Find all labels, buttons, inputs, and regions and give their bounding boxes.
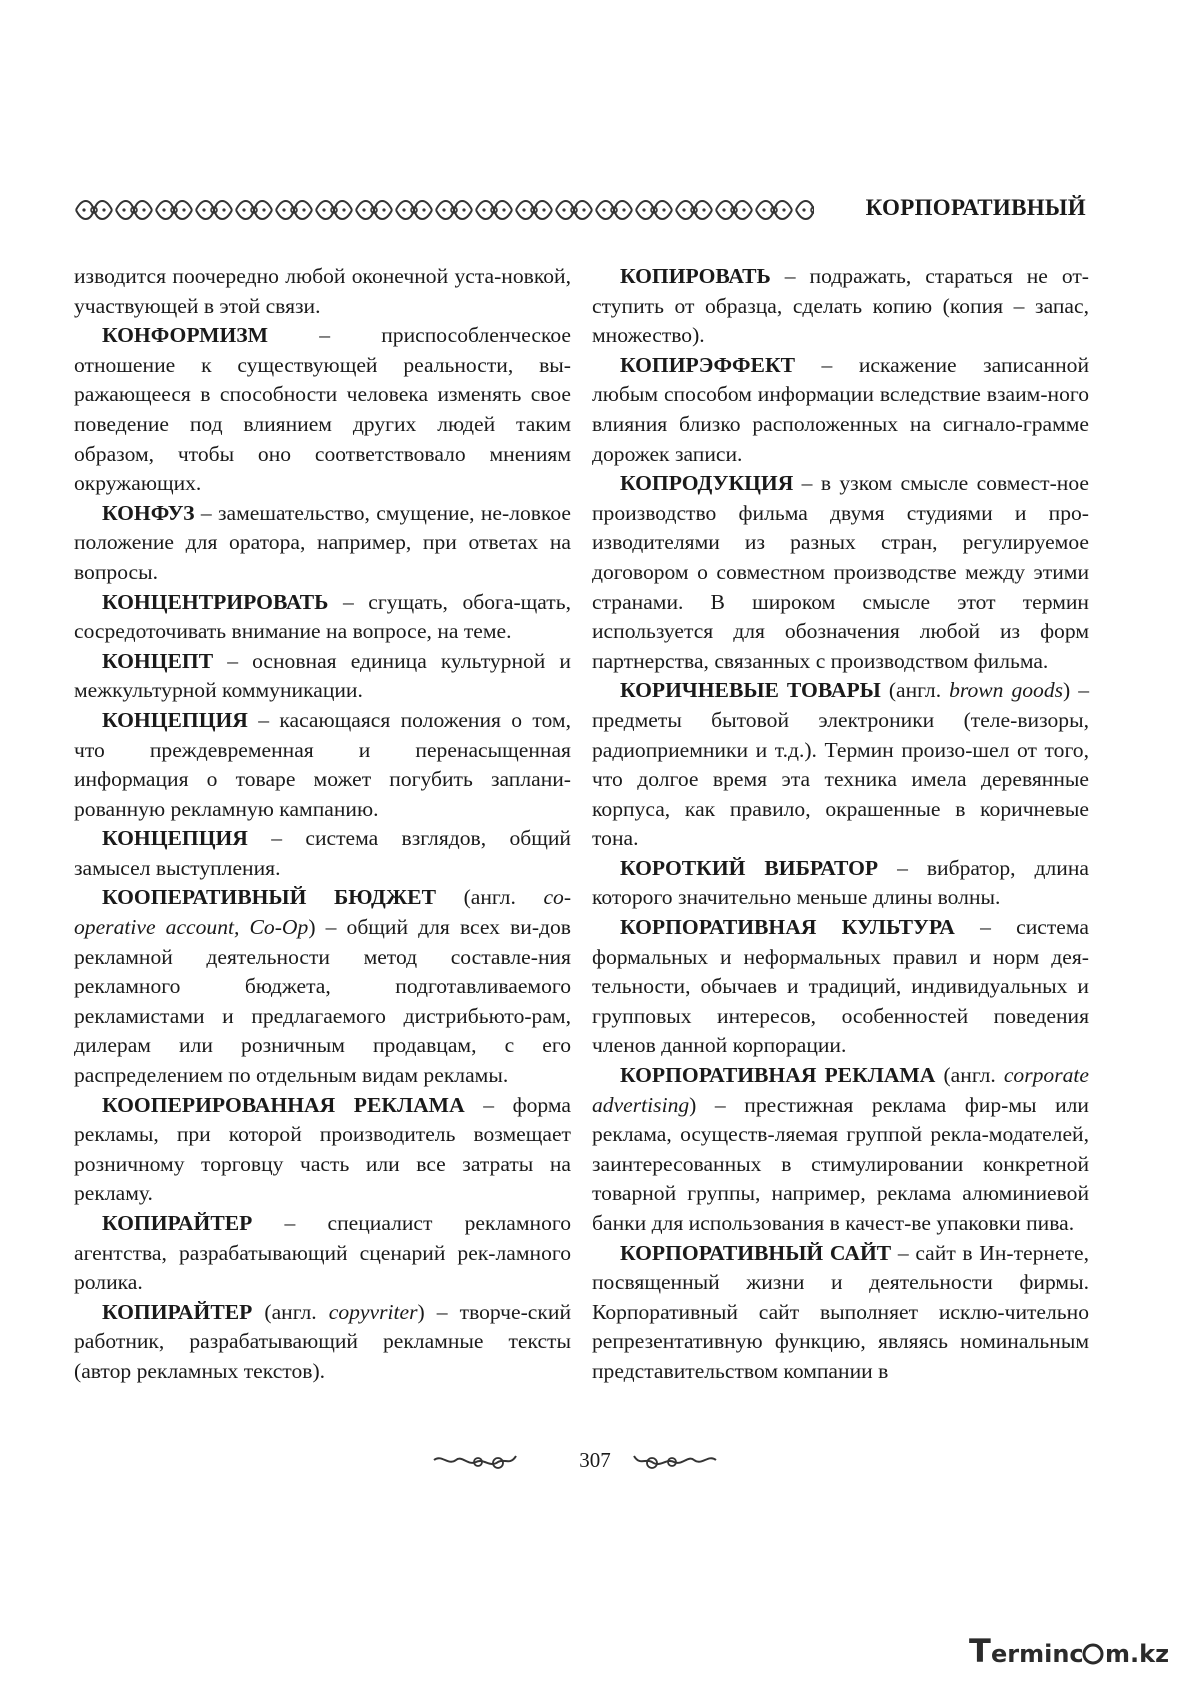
dictionary-entry [74,1298,571,1387]
watermark-logo-icon [965,1628,1175,1672]
entry-english-term: corporate advertising [592,1063,1090,1117]
dictionary-entry [74,706,571,824]
entry-term: КОПРОДУКЦИЯ [620,471,794,496]
ornament-band-icon [74,195,814,225]
dictionary-entry [74,883,571,1090]
entry-term: КОНЦЕПТ [102,648,214,673]
entry-term: КОНЦЕПЦИЯ [102,826,248,851]
svg-text:erminc: erminc [991,1640,1084,1668]
entry-definition: – подражать, стараться не от-ступить от образца, сделать копию (копия – запас, множество). [592,264,1089,348]
entry-note: (англ. [252,1299,329,1324]
dictionary-entry [592,913,1089,1061]
entry-term: КОРПОРАТИВНАЯ КУЛЬТУРА [620,915,955,940]
dictionary-entry [592,262,1089,351]
dictionary-entry [74,1209,571,1298]
page-footer [0,1448,1191,1478]
entry-definition: ) – творче-ский работник, разрабатывающий рекламные тексты (автор рекламных текстов). [74,1299,571,1383]
entry-term: КОНЦЕПЦИЯ [102,707,248,732]
entry-note: (англ. [935,1063,1004,1088]
entry-english-term: copyvriter [328,1299,418,1324]
dictionary-entry [74,588,571,647]
entry-term: КОНФОРМИЗМ [102,323,269,348]
entry-definition: – вибратор, длина которого значительно меньше длины волны. [592,855,1089,910]
entry-english-term: co-operative account, Co-Op [74,885,572,940]
entry-term: КОПИРАЙТЕР [102,1299,253,1324]
entry-definition: ) – предметы бытовой электроники (теле-визоры, радиоприемники и т.д.). Термин произо-шел от того, что долгое время эта техника имела деревянные корпуса, как правило, окрашенные в коричневые тона. [592,678,1090,851]
entry-definition: – искажение записанной любым способом информации вследствие взаим-ного влияния близко расположенных на сигнало-грамме дорожек записи. [592,352,1089,466]
entry-term: КОНФУЗ [102,500,195,525]
entry-definition: – приспособленческое отношение к существующей реальности, вы-ражающееся в способности человека изменять свое поведение под влиянием других людей таким образом, чтобы оно соответствовало мнениям окружающих. [74,323,571,496]
dictionary-entry [592,469,1089,676]
entry-term: КОПИРЭФФЕКТ [620,352,796,377]
dictionary-entry [592,1239,1089,1387]
entry-term: КОРПОРАТИВНАЯ РЕКЛАМА [620,1063,936,1088]
running-head: КОРПОРАТИВНЫЙ [865,195,1086,220]
dictionary-entry [592,676,1089,854]
dictionary-entry [74,824,571,883]
dictionary-entry [592,351,1089,469]
dictionary-entry [74,262,571,321]
entry-term: КОРОТКИЙ ВИБРАТОР [620,855,879,880]
entry-definition: – форма рекламы, при которой производитель возмещает розничному торговцу часть или все затраты на рекламу. [74,1092,571,1206]
svg-text:m.kz: m.kz [1105,1640,1170,1668]
entry-definition: – система формальных и неформальных правил и норм дея-тельности, обычаев и традиций, индивидуальных и групповых интересов, особенностей поведения членов данной корпорации. [592,915,1089,1058]
entry-definition: – основная единица культурной и межкультурной коммуникации. [74,648,571,703]
svg-text:T: T [969,1632,991,1670]
entry-definition: – сайт в Ин-тернете, посвященный жизни и деятельности фирмы. Корпоративный сайт выполняет исклю-чительно репрезентативную функцию, являясь номинальным представительством компании в [592,1240,1089,1383]
left-flourish-icon [432,1452,518,1472]
entry-term: КОРИЧНЕВЫЕ ТОВАРЫ [620,678,881,703]
dictionary-entry [592,1061,1089,1239]
dictionary-entry [592,854,1089,913]
right-flourish-icon [632,1452,718,1472]
entry-term: КООПЕРИРОВАННАЯ РЕКЛАМА [102,1092,465,1117]
right-column [592,262,1089,1387]
entry-definition: – касающаяся положения о том, что преждевременная и перенасыщенная информация о товаре может погубить заплани-рованную рекламную кампанию. [74,707,571,821]
entry-term: КОПИРОВАТЬ [620,264,771,288]
entry-definition: – специалист рекламного агентства, разрабатывающий сценарий рек-ламного ролика. [74,1211,571,1295]
dictionary-entry [74,1091,571,1209]
entry-definition: ) – престижная реклама фир-мы или реклама, осуществ-ляемая группой рекла-модателей, заинтересованных в стимулировании конкретной товарной группы, например, реклама алюминиевой банки для использования в качест-ве упаковки пива. [592,1092,1089,1235]
entry-definition: – замешательство, смущение, не-ловкое положение для оратора, например, при ответах на вопросы. [74,500,571,584]
page-number: 307 [579,1448,611,1472]
entry-definition: – сгущать, обога-щать, сосредоточивать внимание на вопросе, на теме. [74,589,571,644]
dictionary-entry [74,321,571,499]
entry-term: КОРПОРАТИВНЫЙ САЙТ [620,1240,892,1265]
entry-definition: изводится поочередно любой оконечной уста-новкой, участвующей в этой связи. [74,264,571,318]
entry-note: (англ. [880,678,950,703]
entry-term: КОПИРАЙТЕР [102,1211,253,1235]
entry-definition: – в узком смысле совмест-ное производство фильма двумя студиями и про-изводителями из разных стран, регулируемое договором о совместном производстве между этими странами. В широком смысле этот термин используется для обозначения любой из форм партнерства, связанных с производством фильма. [592,471,1089,673]
left-column [74,262,571,1387]
entry-definition: ) – общий для всех ви-дов рекламной деятельности метод составле-ния рекламного бюджета, подготавливаемого рекламистами и предлагаемого дистрибьюто-рам, дилерам или розничным продавцам, с его распределением по отдельным видам рекламы. [74,915,571,1088]
page-header [74,193,1086,227]
dictionary-entry [74,499,571,588]
dictionary-entry [74,647,571,706]
entry-term: КОНЦЕНТРИРОВАТЬ [102,589,329,614]
entry-note: (англ. [436,885,544,910]
entry-term: КООПЕРАТИВНЫЙ БЮДЖЕТ [102,885,436,910]
entry-definition: – система взглядов, общий замысел выступления. [74,826,571,880]
entry-english-term: brown goods [949,678,1064,703]
